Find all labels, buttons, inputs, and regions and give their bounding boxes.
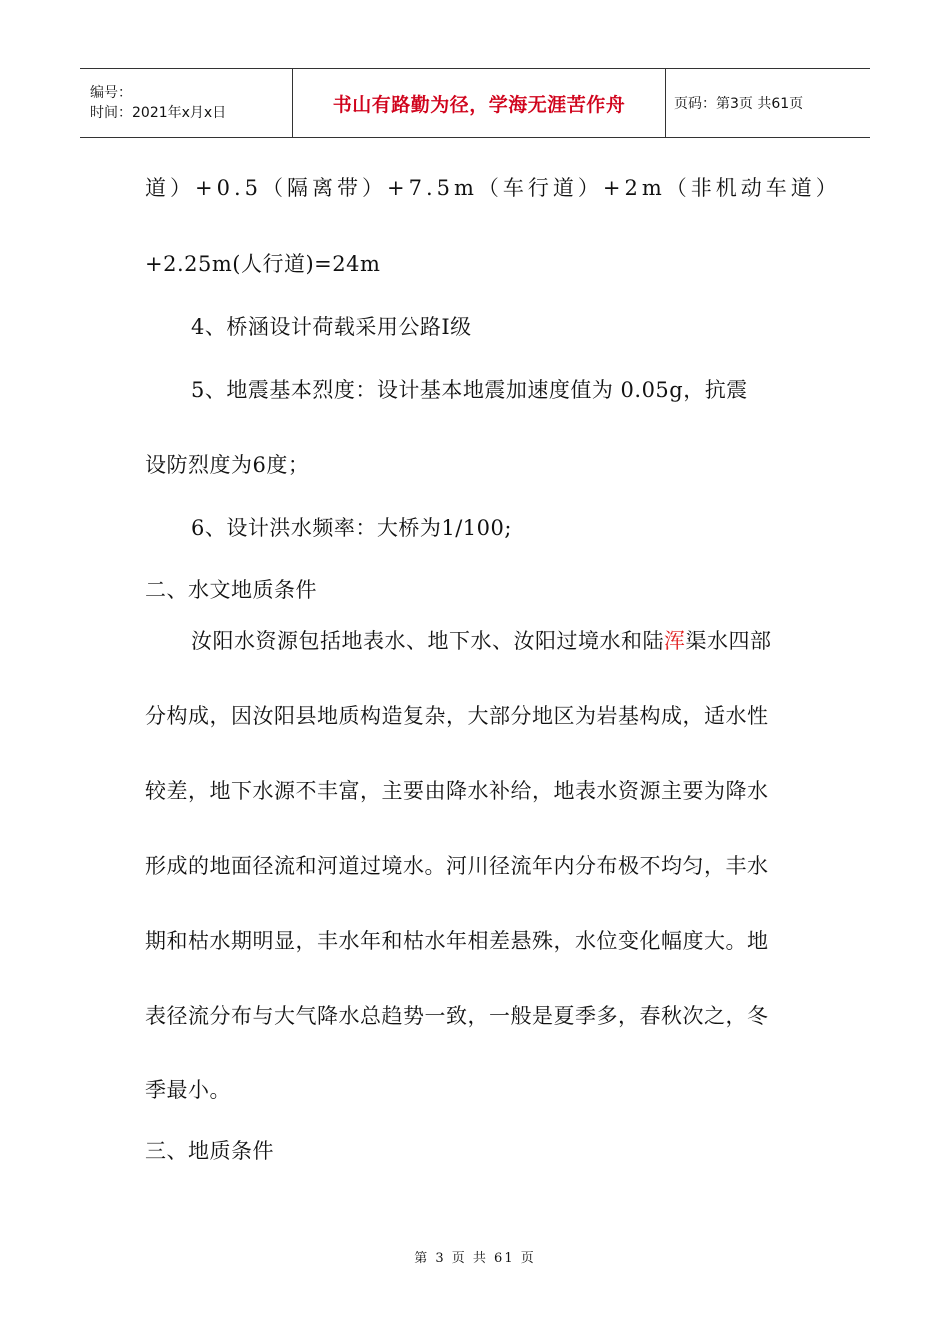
document-number: 编号： xyxy=(90,85,132,101)
paragraph-line: 分构成，因汝阳县地质构造复杂，大部分地区为岩基构成，适水性 xyxy=(145,704,769,728)
paragraph-line: 较差，地下水源不丰富，主要由降水补给，地表水资源主要为降水 xyxy=(145,779,769,803)
text-line: 5、地震基本烈度：设计基本地震加速度值为 0.05g，抗震 xyxy=(191,378,748,402)
text-line: 4、桥涵设计荷载采用公路Ⅰ级 xyxy=(191,315,472,339)
text-line: 6、设计洪水频率：大桥为1/100; xyxy=(191,516,512,540)
text-span: 汝阳水资源包括地表水、地下水、汝阳过境水和陆 xyxy=(191,629,664,653)
paragraph-line: 期和枯水期明显，丰水年和枯水年相差悬殊，水位变化幅度大。地 xyxy=(145,929,769,953)
highlighted-char: 浑 xyxy=(664,629,686,653)
page-number-label: 页码：第3页 共61页 xyxy=(674,96,804,112)
page-header xyxy=(80,68,870,138)
motto-text: 书山有路勤为径，学海无涯苦作舟 xyxy=(332,93,626,116)
page-footer: 第 3 页 共 61 页 xyxy=(414,1251,536,1266)
text-span: 渠水四部 xyxy=(685,629,772,653)
paragraph-line: 季最小。 xyxy=(145,1078,231,1102)
header-meta xyxy=(80,69,293,137)
header-motto xyxy=(293,69,666,137)
text-line: 道）+0.5（隔离带）+7.5m（车行道）+2m（非机动车道） xyxy=(145,176,841,200)
section-heading: 三、地质条件 xyxy=(145,1139,274,1163)
paragraph-line: 形成的地面径流和河道过境水。河川径流年内分布极不均匀，丰水 xyxy=(145,854,769,878)
section-heading: 二、水文地质条件 xyxy=(145,578,317,602)
paragraph-line: 表径流分布与大气降水总趋势一致，一般是夏季多，春秋次之，冬 xyxy=(145,1004,769,1028)
document-time: 时间：2021年x月x日 xyxy=(90,105,227,121)
paragraph-line xyxy=(191,625,772,655)
header-page-number xyxy=(666,69,803,137)
text-line: 设防烈度为6度； xyxy=(145,453,310,477)
text-line: +2.25m(人行道)=24m xyxy=(145,252,381,276)
